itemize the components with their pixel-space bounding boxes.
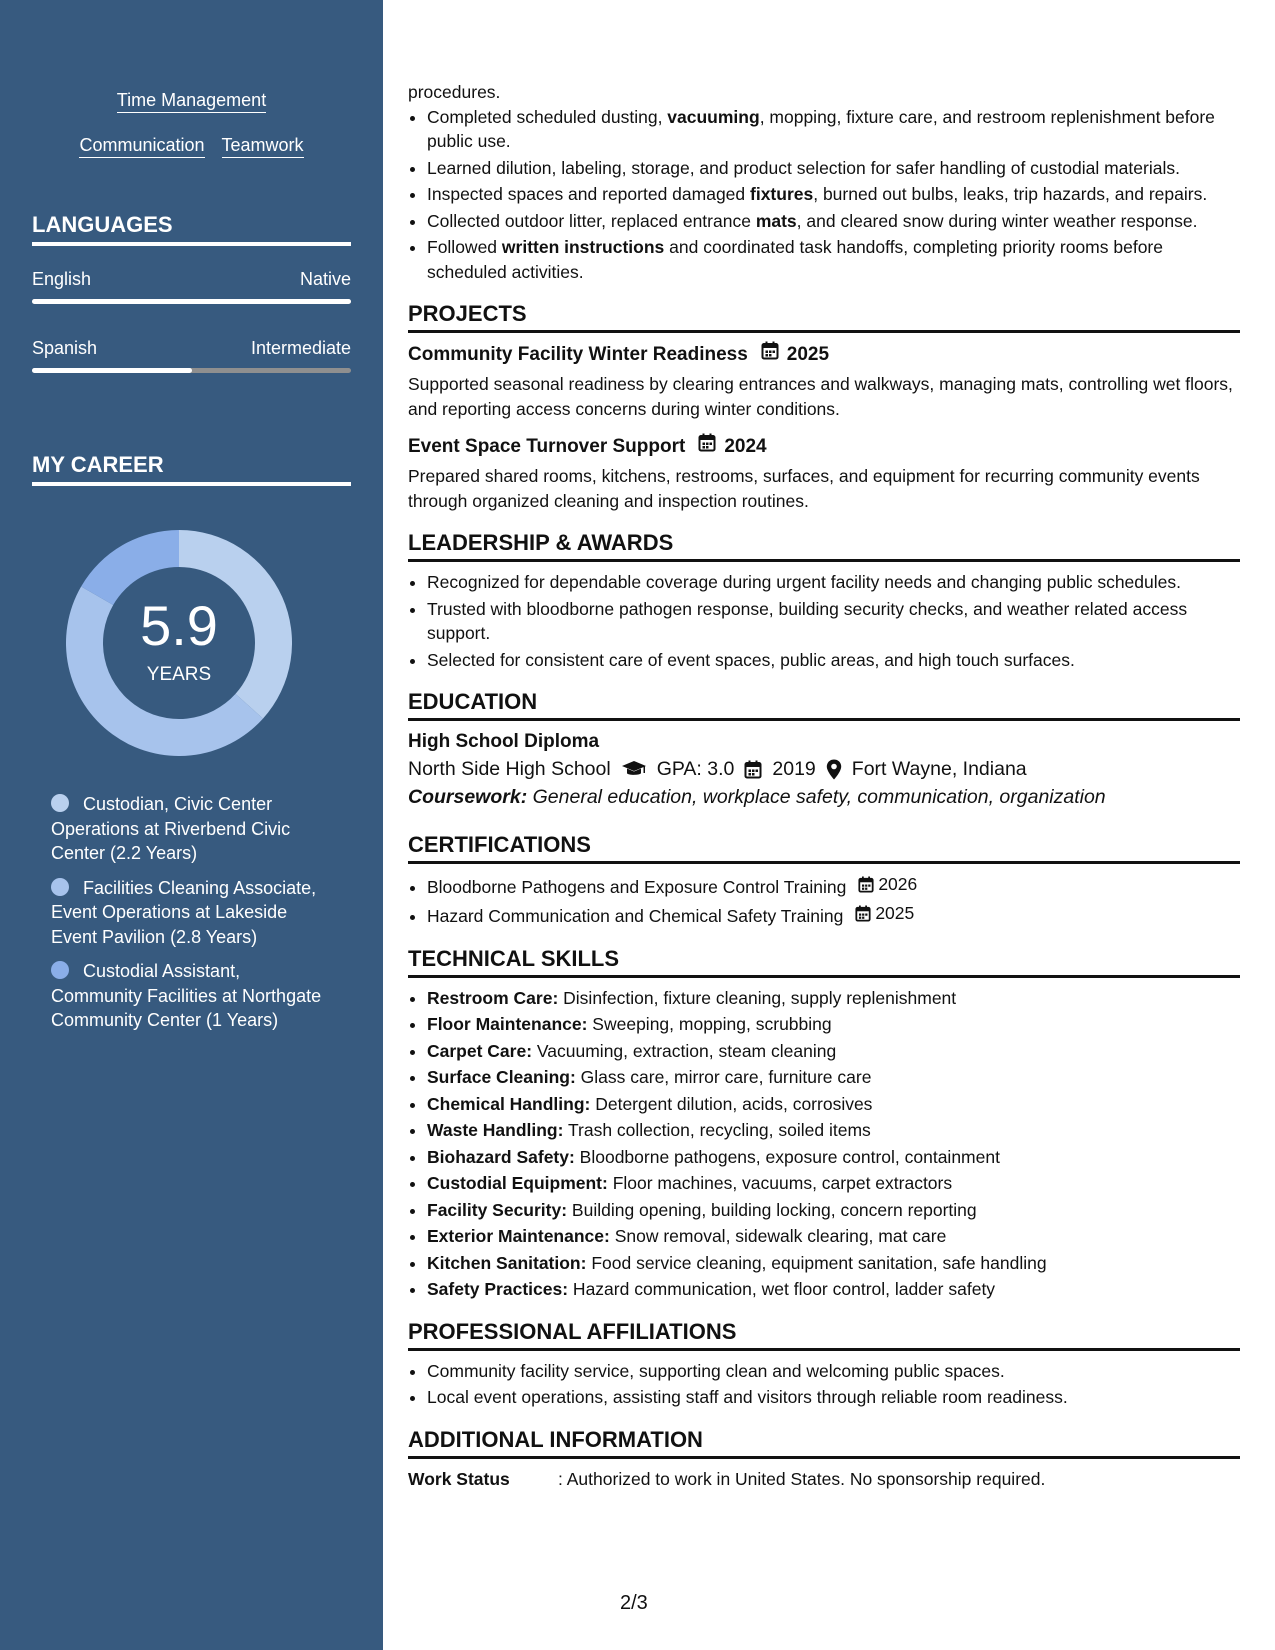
technical-skill: • Facility Security: Building opening, building locking, concern reporting xyxy=(427,1198,1240,1223)
experience-bullet: • Completed scheduled dusting, vacuuming, mopping, fixture care, and restroom replenishment before public use. xyxy=(427,105,1240,154)
education-gpa: GPA: 3.0 xyxy=(656,758,735,780)
technical-skill: • Restroom Care: Disinfection, fixture cleaning, supply replenishment xyxy=(427,986,1240,1011)
skill-tag: Teamwork xyxy=(222,134,304,158)
technical-skill: • Custodial Equipment: Floor machines, vacuums, carpet extractors xyxy=(427,1171,1240,1196)
leadership-heading: LEADERSHIP & AWARDS xyxy=(408,529,1240,562)
work-status-label: Work Status xyxy=(408,1468,510,1489)
technical-skill: • Carpet Care: Vacuuming, extraction, steam cleaning xyxy=(427,1039,1240,1064)
project-title-row xyxy=(408,433,1240,460)
career-item-text: Facilities Cleaning Associate, Event Operations at Lakeside Event Pavilion (2.8 Years) xyxy=(51,877,317,947)
affiliations-list xyxy=(408,1359,1240,1410)
technical-skill: • Safety Practices: Hazard communication, wet floor control, ladder safety xyxy=(427,1277,1240,1302)
technical-skill: • Waste Handling: Trash collection, recycling, soiled items xyxy=(427,1118,1240,1143)
project-year: 2025 xyxy=(786,343,830,365)
language-bar xyxy=(32,368,351,373)
language-level: Native xyxy=(299,269,351,289)
education-school: North Side High School xyxy=(408,758,611,780)
sidebar xyxy=(0,0,383,1650)
affiliations-heading: PROFESSIONAL AFFILIATIONS xyxy=(408,1318,1240,1351)
project-title-row xyxy=(408,341,1240,368)
language-level: Intermediate xyxy=(250,338,351,358)
language-name: English xyxy=(32,269,92,289)
project-description: Prepared shared rooms, kitchens, restrooms, surfaces, and equipment for recurring community events through organized cleaning and inspection routines. xyxy=(408,466,1200,511)
project-title: Event Space Turnover Support xyxy=(408,435,686,457)
calendar-icon xyxy=(858,876,874,893)
project-title: Community Facility Winter Readiness xyxy=(408,343,748,365)
education-degree: High School Diploma xyxy=(408,731,600,752)
certifications-list xyxy=(408,872,1240,929)
career-dot xyxy=(51,961,69,979)
calendar-icon xyxy=(698,433,716,460)
language-english xyxy=(32,268,351,304)
technical-skill: • Kitchen Sanitation: Food service cleaning, equipment sanitation, safe handling xyxy=(427,1251,1240,1276)
skills-row-1 xyxy=(32,89,351,113)
leadership-bullet: • Recognized for dependable coverage during urgent facility needs and changing public schedules. xyxy=(427,570,1240,595)
education-location: Fort Wayne, Indiana xyxy=(851,758,1027,780)
experience-bullet: • Learned dilution, labeling, storage, and product selection for safer handling of custodial materials. xyxy=(427,156,1240,181)
technical-skills-list xyxy=(408,986,1240,1302)
experience-lead: procedures. xyxy=(408,82,501,102)
experience-bullet: • Collected outdoor litter, replaced entrance mats, and cleared snow during winter weather response. xyxy=(427,209,1240,234)
calendar-icon xyxy=(761,341,779,368)
language-name: Spanish xyxy=(32,338,98,358)
work-status-row xyxy=(408,1467,1240,1491)
career-dot xyxy=(51,794,69,812)
education-year: 2019 xyxy=(772,758,816,780)
experience-bullet: • Inspected spaces and reported damaged fixtures, burned out bulbs, leaks, trip hazards, and repairs. xyxy=(427,182,1240,207)
projects-heading: PROJECTS xyxy=(408,300,1240,333)
calendar-icon xyxy=(855,905,871,922)
leadership-bullets xyxy=(408,570,1240,672)
career-item-text: Custodian, Civic Center Operations at Riverbend Civic Center (2.2 Years) xyxy=(51,794,291,863)
project-year: 2024 xyxy=(724,435,767,457)
language-bar-fill xyxy=(32,368,192,373)
page-number: 2/3 xyxy=(620,1592,648,1614)
certification-item: • Hazard Communication and Chemical Safety Training 2025 xyxy=(427,901,1240,928)
technical-skill: • Floor Maintenance: Sweeping, mopping, scrubbing xyxy=(427,1012,1240,1037)
career-item xyxy=(51,792,336,866)
career-total-years: 5.9 xyxy=(140,594,218,657)
main-content xyxy=(408,0,1240,1650)
skills-row-2 xyxy=(32,134,351,158)
certifications-heading: CERTIFICATIONS xyxy=(408,831,1240,864)
calendar-icon xyxy=(744,760,762,779)
career-donut xyxy=(66,530,292,756)
education-heading: EDUCATION xyxy=(408,688,1240,721)
location-pin-icon xyxy=(826,759,842,780)
work-status-value: : Authorized to work in United States. No sponsorship required. xyxy=(558,1468,1046,1489)
leadership-bullet: • Selected for consistent care of event spaces, public areas, and high touch surfaces. xyxy=(427,648,1240,673)
coursework-label: Coursework: xyxy=(408,786,528,808)
career-dot xyxy=(51,878,69,896)
career-item xyxy=(51,876,336,950)
affiliation-item: • Local event operations, assisting staff and visitors through reliable room readiness. xyxy=(427,1385,1240,1410)
graduation-cap-icon xyxy=(621,760,647,778)
skill-tag: Time Management xyxy=(117,89,266,113)
career-item-text: Custodial Assistant, Community Facilities at Northgate Community Center (1 Years) xyxy=(51,961,322,1030)
technical-skills-heading: TECHNICAL SKILLS xyxy=(408,945,1240,978)
certification-item: • Bloodborne Pathogens and Exposure Control Training 2026 xyxy=(427,872,1240,899)
technical-skill: • Surface Cleaning: Glass care, mirror care, furniture care xyxy=(427,1065,1240,1090)
language-bar-fill xyxy=(32,299,351,304)
experience-bullets xyxy=(408,105,1240,285)
career-list xyxy=(51,792,336,1043)
experience-bullet: • Followed written instructions and coordinated task handoffs, completing priority rooms before scheduled activities. xyxy=(427,235,1240,284)
languages-heading: LANGUAGES xyxy=(32,213,351,246)
career-heading: MY CAREER xyxy=(32,453,351,486)
career-item xyxy=(51,959,336,1033)
education-coursework: Coursework: General education, workplace safety, communication, organization xyxy=(408,786,1106,808)
affiliation-item: • Community facility service, supporting clean and welcoming public spaces. xyxy=(427,1359,1240,1384)
project-description: Supported seasonal readiness by clearing entrances and walkways, managing mats, controlling wet floors, and reporting access concerns during winter conditions. xyxy=(408,374,1233,419)
technical-skill: • Exterior Maintenance: Snow removal, sidewalk clearing, mat care xyxy=(427,1224,1240,1249)
technical-skill: • Biohazard Safety: Bloodborne pathogens, exposure control, containment xyxy=(427,1145,1240,1170)
language-spanish xyxy=(32,337,351,373)
language-bar xyxy=(32,299,351,304)
career-years-label: YEARS xyxy=(146,664,212,685)
additional-info-heading: ADDITIONAL INFORMATION xyxy=(408,1426,1240,1459)
leadership-bullet: • Trusted with bloodborne pathogen response, building security checks, and weather related access support. xyxy=(427,597,1240,646)
skill-tag: Communication xyxy=(79,134,204,158)
education-details xyxy=(408,755,1240,783)
technical-skill: • Chemical Handling: Detergent dilution, acids, corrosives xyxy=(427,1092,1240,1117)
